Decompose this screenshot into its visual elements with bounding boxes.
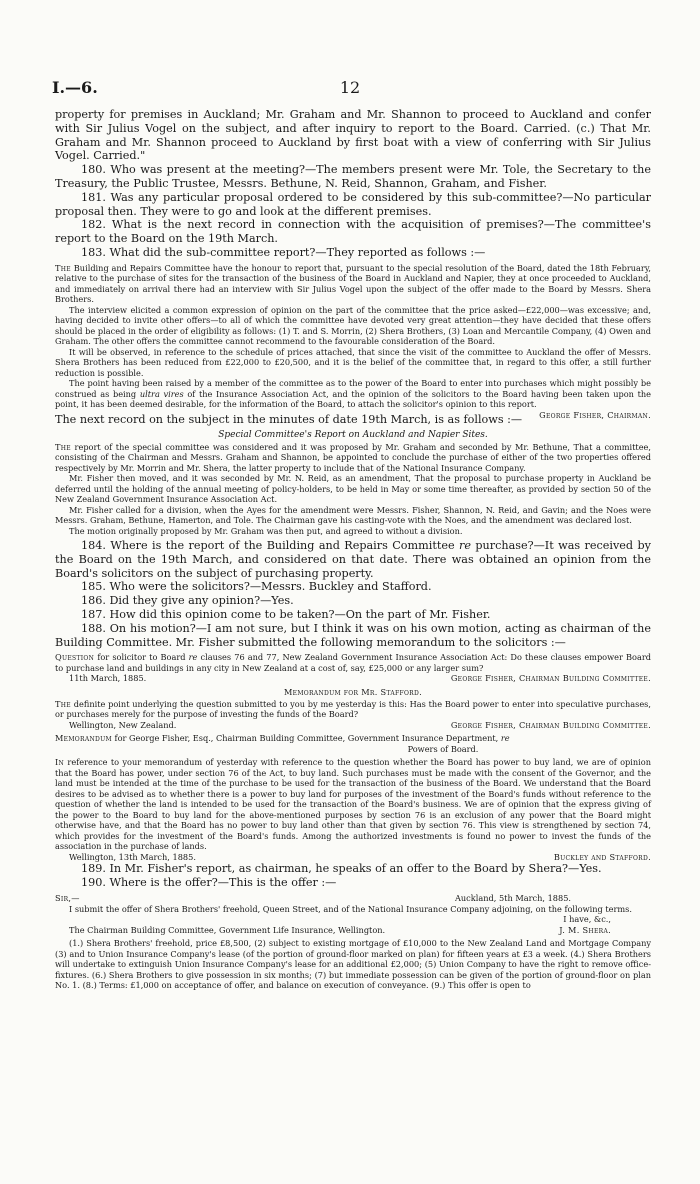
letter-salutation: Sir,— xyxy=(55,893,80,904)
letter-body: I submit the offer of Shera Brothers' freehold, Queen Street, and of the National Insurance Company adjoining, on the following terms. xyxy=(69,903,632,914)
report-paragraph: The point having been raised by a member of the committee as to the power of the Board to enter into purchases which might possibly be construed as being ultra vires of the Insurance Association Act, and the opinion of the solicitors to the Board having been taken upon the point, it has been deemed desirable, for the information of the Board, to attach the solicitor's opinion to this report. George Fisher, Chairman. xyxy=(55,378,651,420)
question-188: 188. On his motion?—I am not sure, but I think it was on his own motion, acting as chairman of the Building Committee. Mr. Fisher submitted the following memorandum to the solicitors :— xyxy=(55,621,651,649)
memorandum-stafford xyxy=(55,687,651,731)
question-signature: George Fisher, Chairman Building Committee. xyxy=(450,673,651,684)
question-185: 185. Who were the solicitors?—Messrs. Buckley and Stafford. xyxy=(81,580,432,594)
special-committee-minutes xyxy=(55,430,651,537)
minutes-paragraph: The report of the special committee was considered and it was proposed by Mr. Graham and seconded by Mr. Bethune, That a committee, consisting of the Chairman and Messrs. Graham and Shannon, be appointed to conclude the purchase of either of the two properties offered respectively by Mr. Morrin and Mr. Shera, the latter property to include that of the National Insurance Company. xyxy=(55,441,651,473)
memorandum-signature-row xyxy=(55,720,651,731)
letter-close: I have, &c., xyxy=(563,914,611,925)
question-date: 11th March, 1885. xyxy=(69,673,147,684)
question-184: 184. Where is the report of the Building and Repairs Committee re purchase?—It was received by the Board on the 19th March, and considered on that date. There was obtained an opinion from the Board's solicitors on the subject of purchasing property. xyxy=(55,539,651,580)
paper-reference: I.—6. xyxy=(52,78,98,97)
question-187: 187. How did this opinion come to be taken?—On the part of Mr. Fisher. xyxy=(81,608,491,622)
document-body xyxy=(55,108,651,991)
opinion-date: Wellington, 13th March, 1885. xyxy=(69,851,196,862)
memorandum-place: Wellington, New Zealand. xyxy=(69,719,177,730)
question-183: 183. What did the sub-committee report?—They reported as follows :— xyxy=(81,245,486,259)
report-signature: George Fisher, Chairman. xyxy=(539,409,651,420)
report-paragraph: It will be observed, in reference to the schedule of prices attached, that since the visit of the committee to Auckland the offer of Messrs. Shera Brothers has been reduced from £22,000 to £20,500, and it is the belief of the committee that, in regard to this offer, a still further reduction is possible. xyxy=(55,346,651,378)
minutes-paragraph: Mr. Fisher called for a division, when the Ayes for the amendment were Messrs. Fisher, Shannon, N. Reid, and Gavin; and the Noes were Messrs. Graham, Bethune, Hamerton, and Tole. The Chairman gave his casting-vote with the Noes, and the amendment was declared lost. xyxy=(55,504,651,526)
opinion-signature-row xyxy=(55,852,651,863)
letter-signature: J. M. Shera. xyxy=(559,924,611,935)
letter-terms: (1.) Shera Brothers' freehold, price £8,500, (2) subject to existing mortgage of £10,000 to the New Zealand Land and Mortgage Company (3) and to Union Insurance Company's lease (of the portion of ground-floor marked on plan) for fifteen years at £3 a week. (4.) Shera Brothers will undertake to extinguish Union Insurance Company's lease for an additional £2,000; (5) Union Company to have the right to remove office-fixtures. (6.) Shera Brothers to give possession in six months; (7) but immediate possession can be given of the portion of ground-floor on plan No. 1. (8.) Terms: £1,000 on acceptance of offer, and balance on execution of conveyance. (9.) This offer is open to xyxy=(55,938,651,991)
letter-addressee: The Chairman Building Committee, Government Life Insurance, Wellington. xyxy=(69,924,386,935)
question-190: 190. Where is the offer?—This is the offer :— xyxy=(81,876,337,890)
paragraph-continuation: property for premises in Auckland; Mr. Graham and Mr. Shannon to proceed to Auckland and confer with Sir Julius Vogel on the subject, and after inquiry to report to the Board. Carried. (c.) That Mr. Graham and Mr. Shannon proceed to Auckland by first boat with a view of conferring with Sir Julius Vogel. Carried." xyxy=(55,108,651,163)
minutes-paragraph: The motion originally proposed by Mr. Graham was then put, and agreed to without a division. xyxy=(69,525,463,536)
question-180: 180. Who was present at the meeting?—The members present were Mr. Tole, the Secretary to the Treasury, the Public Trustee, Messrs. Bethune, N. Reid, Shannon, Graham, and Fisher. xyxy=(55,163,651,190)
memorandum-opinion: In reference to your memorandum of yesterday with reference to the question whether the Board has power to buy land, we are of opinion that the Board has power, under section 76 of the Act, to buy land. Such purchases must be made with the consent of the Governor, and the land must be intended at the time of the purchase to be used for the transaction of the business of the Board. We understand that the Board desires to be advised as to whether there is a power to buy land for purposes of the investment of the Board's funds without reference to the question of whether the land is intended to be used for the transaction of the Board's business. We are of opinion that the express giving of the power to the Board to buy land for the above-mentioned purposes by section 76 is an exclusion of any power that the Board might otherwise have, and that the Board has no power to buy land other than that given by section 76. This view is strengthened by section 74, which provides for the investment of the Board's funds. Among the authorized investments is found no power to invest the funds of the association in the purchase of lands. xyxy=(55,757,651,852)
question-182: 182. What is the next record in connection with the acquisition of premises?—The committee's report to the Board on the 19th March. xyxy=(55,218,651,246)
shera-offer-letter xyxy=(55,893,651,991)
letter-date: Auckland, 5th March, 1885. xyxy=(455,893,572,904)
report-paragraph: The Building and Repairs Committee have the honour to report that, pursuant to the special resolution of the Board, dated the 18th February, relative to the purchase of sites for the transaction of the business of the Board in Auckland and Napier, they at once proceeded to Auckland, and immediately on arrival there had an interview with Sir Julius Vogel upon the subject of the offer made to the Board by Messrs. Shera Brothers. xyxy=(55,262,651,305)
question-189: 189. In Mr. Fisher's report, as chairman, he speaks of an offer to the Board by Shera?—Yes. xyxy=(81,862,602,876)
question-181: 181. Was any particular proposal ordered to be considered by this sub-committee?—No particular proposal then. They were to go and look at the different premises. xyxy=(55,190,651,218)
memorandum-title: Memorandum for Mr. Stafford. xyxy=(283,686,423,697)
memorandum-heading-line2: Powers of Board. xyxy=(407,743,479,754)
question-186: 186. Did they give any opinion?—Yes. xyxy=(81,594,294,608)
letter-address-row xyxy=(55,925,651,936)
question-signature-row xyxy=(55,673,651,684)
page-number: 12 xyxy=(339,78,361,97)
memorandum-text: The definite point underlying the question submitted to you by me yesterday is this: Has the Board power to enter into speculative purchases, or purchases merely for the purpose of investing the funds of the Board? xyxy=(55,698,651,720)
question-text: Question for solicitor to Board re clauses 76 and 77, New Zealand Government Insurance Association Act: Do these clauses empower Board to purchase land and buildings in any city in New Zealand at a cost of, say, £25,000 or any larger sum? xyxy=(55,652,651,673)
page-header xyxy=(52,78,648,98)
memorandum-signature: George Fisher, Chairman Building Committee. xyxy=(450,719,651,730)
minutes-paragraph: Mr. Fisher then moved, and it was seconded by Mr. N. Reid, as an amendment, That the proposal to purchase property in Auckland be deferred until the holding of the annual meeting of policy-holders, to be held in May or some time thereafter, as provided by section 50 of the New Zealand Government Insurance Association Act. xyxy=(55,473,651,505)
memorandum-heading: Memorandum for George Fisher, Esq., Chairman Building Committee, Government Insurance Department, re xyxy=(55,733,510,744)
section-heading: Special Committee's Report on Auckland and Napier Sites. xyxy=(218,429,488,440)
memorandum-fisher xyxy=(55,733,651,862)
letter-head-row xyxy=(55,893,651,904)
report-paragraph: The interview elicited a common expression of opinion on the part of the committee that the price asked—£22,000—was excessive; and, having decided to invite other offers—to all of which the committee have devoted very great attention—they have decided that these offers should be placed in the order of eligibility as follows: (1) T. and S. Morrin, (2) Shera Brothers, (3) Loan and Mercantile Company, (4) Owen and Graham. The other offers the committee cannot recommend to the favourable consideration of the Board. xyxy=(55,304,651,347)
question-for-solicitor xyxy=(55,652,651,684)
opinion-signature: Buckley and Stafford. xyxy=(553,851,651,862)
minutes-intro: The next record on the subject in the minutes of date 19th March, is as follows :— xyxy=(55,412,523,426)
